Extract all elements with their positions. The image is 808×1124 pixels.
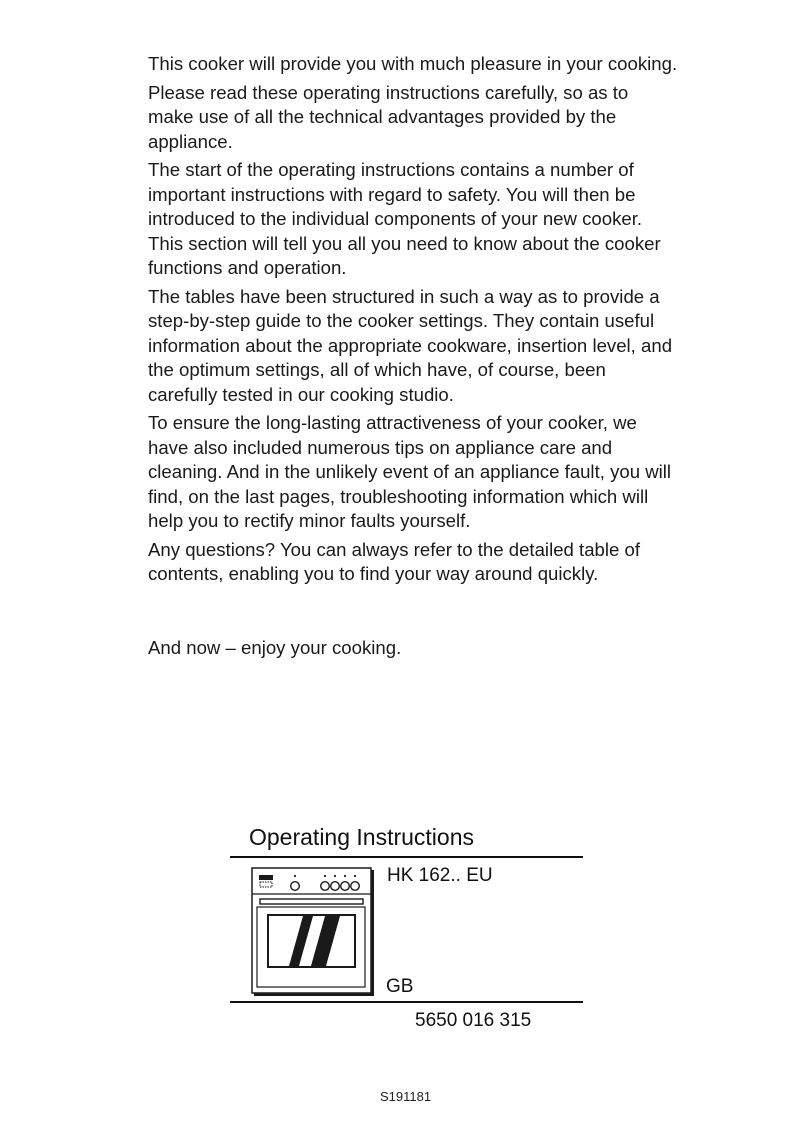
title-divider-top [230, 856, 583, 858]
cooker-illustration-icon [251, 867, 375, 997]
intro-paragraph-4: The tables have been structured in such a way as to provide a step-by-step guide to the cooker settings. They contain useful information about the appropriate cookware, insertion level, and the optimum settings, all of which have, of course, been carefully tested in our cooking studio. [148, 285, 673, 405]
document-title: Operating Instructions [249, 824, 475, 850]
intro-text [148, 52, 678, 591]
intro-paragraph-5: To ensure the long-lasting attractiveness of your cooker, we have also included numerous tips on appliance care and cleaning. And in the unlikely event of an appliance fault, you will find, on the last pages, troubleshooting information which will help you to rectify minor faults yourself. [148, 412, 672, 531]
function-knob-marker [294, 875, 296, 877]
hob-knob-4-marker [354, 875, 356, 877]
cooker-frame-shadow-bottom [254, 993, 374, 996]
cooker-frame-shadow-right [371, 870, 374, 996]
intro-paragraph-6: Any questions? You can always refer to the detailed table of contents, enabling you to find your way around quickly. [148, 538, 641, 584]
intro-paragraph-1: This cooker will provide you with much pleasure in your cooking. [148, 53, 678, 74]
footer-code: S191181 [380, 1089, 432, 1104]
title-divider-bottom [230, 1001, 583, 1003]
model-number: HK 162.. EU [387, 865, 493, 886]
country-code: GB [386, 976, 414, 997]
intro-paragraph-3: The start of the operating instructions contains a number of important instructions with regard to safety. You will then be introduced to the individual components of your new cooker. This section will tell you all you need to know about the cooker functions and operation. [148, 159, 661, 278]
cooker-frame [252, 868, 371, 993]
clock-display [259, 875, 273, 880]
hob-knob-1-marker [324, 875, 326, 877]
hob-knob-2-marker [334, 875, 336, 877]
part-number: 5650 016 315 [415, 1010, 532, 1031]
intro-paragraph-2: Please read these operating instructions carefully, so as to make use of all the technical advantages provided by the appliance. [148, 81, 629, 152]
hob-knob-3-marker [344, 875, 346, 877]
closing-line: And now – enjoy your cooking. [148, 637, 402, 658]
